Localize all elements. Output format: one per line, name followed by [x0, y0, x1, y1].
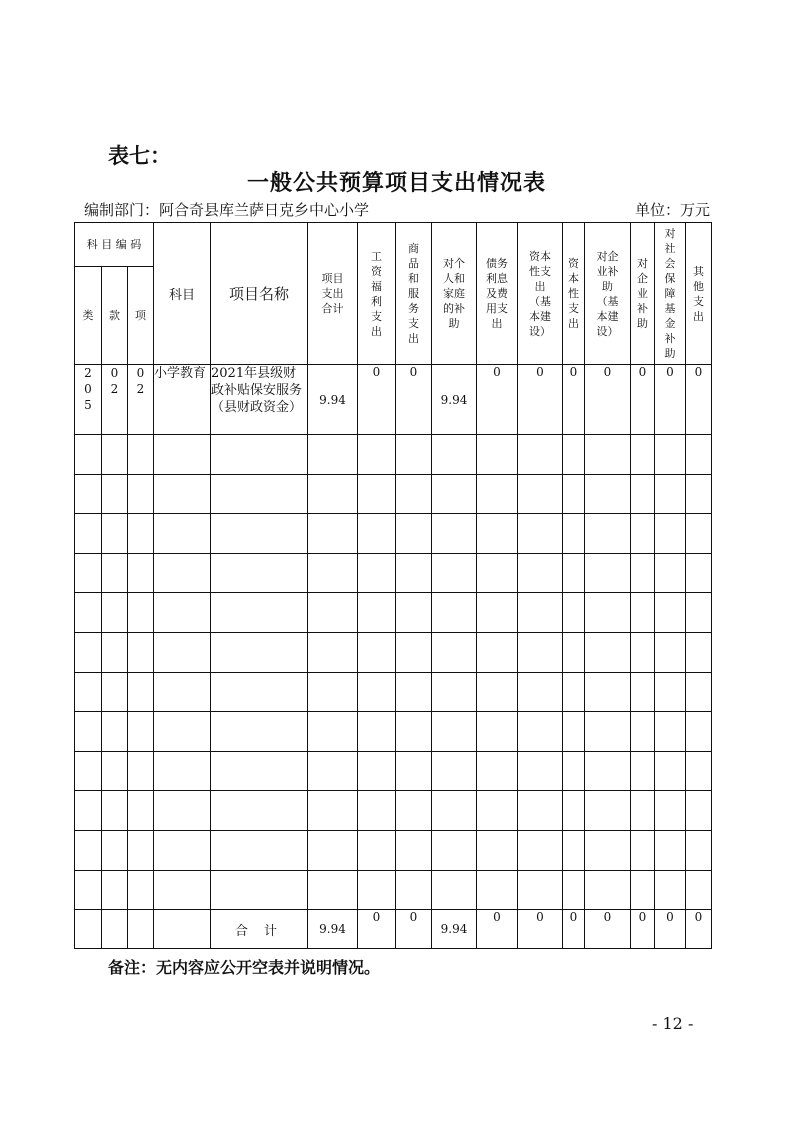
- empty-cell: [686, 791, 712, 831]
- empty-cell: [396, 830, 432, 870]
- header-col-other: 其 他 支 出: [686, 223, 712, 365]
- empty-cell: [631, 632, 655, 672]
- empty-cell: [211, 870, 308, 910]
- empty-cell: [585, 514, 631, 554]
- empty-cell: [102, 553, 128, 593]
- empty-cell: [585, 870, 631, 910]
- empty-cell: [308, 672, 358, 712]
- empty-cell: [75, 593, 102, 633]
- empty-row: [75, 751, 712, 791]
- row-value: 0: [563, 365, 585, 435]
- empty-cell: [686, 672, 712, 712]
- empty-cell: [75, 474, 102, 514]
- row-value: 0: [655, 365, 686, 435]
- empty-cell: [585, 751, 631, 791]
- empty-cell: [102, 474, 128, 514]
- empty-cell: [154, 553, 211, 593]
- row-xiang: 0 2: [128, 365, 154, 435]
- empty-cell: [154, 672, 211, 712]
- empty-cell: [563, 870, 585, 910]
- empty-cell: [308, 712, 358, 752]
- empty-cell: [154, 751, 211, 791]
- header-col-capital: 资 本 性 支 出: [563, 223, 585, 365]
- totals-value: 0: [396, 910, 432, 949]
- empty-cell: [655, 751, 686, 791]
- empty-cell: [396, 791, 432, 831]
- empty-cell: [358, 712, 396, 752]
- empty-cell: [585, 553, 631, 593]
- page-number: - 12 -: [652, 1014, 694, 1033]
- empty-cell: [102, 830, 128, 870]
- totals-value: 0: [585, 910, 631, 949]
- empty-cell: [563, 474, 585, 514]
- empty-cell: [128, 791, 154, 831]
- totals-value: 0: [686, 910, 712, 949]
- empty-cell: [75, 672, 102, 712]
- empty-cell: [102, 751, 128, 791]
- empty-row: [75, 830, 712, 870]
- header-lei: 类: [75, 267, 102, 365]
- empty-cell: [154, 593, 211, 633]
- empty-cell: [396, 712, 432, 752]
- empty-cell: [432, 672, 477, 712]
- empty-cell: [585, 791, 631, 831]
- empty-cell: [655, 553, 686, 593]
- empty-cell: [75, 514, 102, 554]
- empty-row: [75, 474, 712, 514]
- empty-cell: [211, 553, 308, 593]
- row-value: 0: [396, 365, 432, 435]
- empty-cell: [686, 514, 712, 554]
- empty-cell: [655, 672, 686, 712]
- totals-value: 0: [358, 910, 396, 949]
- totals-label: 合 计: [211, 910, 308, 949]
- empty-cell: [308, 553, 358, 593]
- empty-cell: [585, 435, 631, 475]
- empty-cell: [518, 672, 563, 712]
- empty-cell: [154, 712, 211, 752]
- empty-cell: [631, 514, 655, 554]
- empty-cell: [128, 870, 154, 910]
- empty-cell: [563, 435, 585, 475]
- empty-cell: [102, 870, 128, 910]
- empty-cell: [211, 435, 308, 475]
- empty-cell: [154, 474, 211, 514]
- totals-value: 0: [477, 910, 518, 949]
- row-value: 9.94: [432, 365, 477, 435]
- empty-cell: [358, 435, 396, 475]
- empty-cell: [518, 632, 563, 672]
- footnote: 备注：无内容应公开空表并说明情况。: [108, 958, 381, 977]
- empty-cell: [686, 870, 712, 910]
- empty-cell: [655, 474, 686, 514]
- empty-cell: [631, 474, 655, 514]
- empty-cell: [631, 870, 655, 910]
- totals-value: 0: [631, 910, 655, 949]
- empty-cell: [128, 553, 154, 593]
- empty-cell: [211, 514, 308, 554]
- empty-cell: [102, 593, 128, 633]
- empty-cell: [396, 514, 432, 554]
- empty-cell: [432, 593, 477, 633]
- empty-cell: [102, 791, 128, 831]
- empty-cell: [686, 435, 712, 475]
- empty-row: [75, 672, 712, 712]
- empty-cell: [563, 632, 585, 672]
- row-value: 0: [585, 365, 631, 435]
- empty-cell: [154, 830, 211, 870]
- empty-cell: [75, 435, 102, 475]
- empty-cell: [477, 870, 518, 910]
- page-title: 一般公共预算项目支出情况表: [246, 171, 546, 196]
- totals-value: 0: [655, 910, 686, 949]
- empty-cell: [308, 474, 358, 514]
- empty-row: [75, 712, 712, 752]
- empty-cell: [308, 593, 358, 633]
- empty-cell: [655, 514, 686, 554]
- empty-cell: [358, 514, 396, 554]
- empty-cell: [518, 514, 563, 554]
- empty-cell: [686, 593, 712, 633]
- header-xiang: 项: [128, 267, 154, 365]
- row-total: 9.94: [308, 365, 358, 435]
- empty-cell: [518, 830, 563, 870]
- empty-cell: [631, 553, 655, 593]
- empty-row: [75, 553, 712, 593]
- empty-cell: [518, 870, 563, 910]
- empty-cell: [477, 593, 518, 633]
- empty-cell: [563, 791, 585, 831]
- empty-cell: [655, 712, 686, 752]
- empty-cell: [102, 632, 128, 672]
- empty-cell: [655, 632, 686, 672]
- header-col-enterprise-subsidy: 对 企 业 补 助: [631, 223, 655, 365]
- empty-cell: [477, 632, 518, 672]
- empty-cell: [432, 474, 477, 514]
- empty-cell: [563, 751, 585, 791]
- empty-cell: [128, 712, 154, 752]
- empty-cell: [154, 791, 211, 831]
- empty-cell: [631, 712, 655, 752]
- empty-cell: [308, 632, 358, 672]
- empty-row: [75, 435, 712, 475]
- empty-cell: [631, 672, 655, 712]
- empty-cell: [518, 435, 563, 475]
- empty-cell: [75, 751, 102, 791]
- totals-value: 9.94: [432, 910, 477, 949]
- empty-cell: [308, 514, 358, 554]
- header-code-group: 科 目 编 码: [75, 223, 154, 267]
- empty-cell: [128, 593, 154, 633]
- empty-cell: [432, 514, 477, 554]
- empty-rows: [75, 435, 712, 910]
- empty-cell: [432, 870, 477, 910]
- empty-cell: [563, 593, 585, 633]
- empty-cell: [477, 435, 518, 475]
- empty-cell: [396, 553, 432, 593]
- empty-cell: [686, 712, 712, 752]
- empty-cell: [585, 712, 631, 752]
- header-col-debt-interest: 债务 利息 及费 用支 出: [477, 223, 518, 365]
- empty-cell: [308, 435, 358, 475]
- header-project-name: 项目名称: [211, 223, 308, 365]
- empty-cell: [477, 514, 518, 554]
- empty-cell: [432, 435, 477, 475]
- empty-cell: [211, 474, 308, 514]
- empty-cell: [686, 751, 712, 791]
- empty-cell: [154, 435, 211, 475]
- empty-cell: [563, 830, 585, 870]
- empty-cell: [563, 712, 585, 752]
- empty-cell: [686, 632, 712, 672]
- empty-cell: [655, 435, 686, 475]
- empty-row: [75, 791, 712, 831]
- empty-cell: [396, 870, 432, 910]
- empty-cell: [154, 632, 211, 672]
- header-col-enterprise-construction: 对企 业补 助 （基 本建 设）: [585, 223, 631, 365]
- empty-cell: [432, 791, 477, 831]
- empty-cell: [308, 791, 358, 831]
- empty-cell: [308, 830, 358, 870]
- header-col-social-security: 对 社 会 保 障 基 金 补 助: [655, 223, 686, 365]
- empty-cell: [563, 553, 585, 593]
- empty-cell: [75, 830, 102, 870]
- row-value: 0: [358, 365, 396, 435]
- empty-cell: [432, 712, 477, 752]
- row-project: 2021年县级财政补贴保安服务（县财政资金）: [211, 365, 308, 435]
- empty-cell: [432, 553, 477, 593]
- empty-cell: [358, 870, 396, 910]
- header-row-1: [75, 223, 712, 267]
- empty-cell: [358, 474, 396, 514]
- empty-cell: [128, 435, 154, 475]
- empty-cell: [211, 791, 308, 831]
- empty-cell: [585, 830, 631, 870]
- empty-cell: [154, 514, 211, 554]
- empty-cell: [211, 672, 308, 712]
- header-total: 项目 支出 合计: [308, 223, 358, 365]
- row-subject: 小学教育: [154, 365, 211, 435]
- empty-cell: [477, 830, 518, 870]
- empty-cell: [655, 791, 686, 831]
- empty-cell: [358, 751, 396, 791]
- empty-cell: [518, 712, 563, 752]
- row-value: 0: [686, 365, 712, 435]
- row-kuan: 0 2: [102, 365, 128, 435]
- empty-row: [75, 870, 712, 910]
- empty-cell: [358, 632, 396, 672]
- empty-cell: [128, 514, 154, 554]
- row-value: 0: [518, 365, 563, 435]
- empty-cell: [211, 751, 308, 791]
- table-label: 表七：: [108, 144, 171, 168]
- empty-row: [75, 593, 712, 633]
- empty-cell: [102, 435, 128, 475]
- empty-cell: [308, 870, 358, 910]
- empty-cell: [477, 791, 518, 831]
- empty-cell: [396, 474, 432, 514]
- empty-cell: [154, 870, 211, 910]
- empty-cell: [396, 672, 432, 712]
- header-col-individual-subsidy: 对个 人和 家庭 的补 助: [432, 223, 477, 365]
- empty-cell: [585, 474, 631, 514]
- empty-cell: [308, 751, 358, 791]
- empty-cell: [358, 791, 396, 831]
- empty-cell: [686, 830, 712, 870]
- row-value: 0: [631, 365, 655, 435]
- empty-cell: [432, 632, 477, 672]
- empty-row: [75, 514, 712, 554]
- empty-cell: [358, 553, 396, 593]
- empty-cell: [358, 593, 396, 633]
- empty-cell: [477, 553, 518, 593]
- empty-cell: [128, 632, 154, 672]
- empty-cell: [518, 474, 563, 514]
- empty-cell: [396, 751, 432, 791]
- empty-cell: [128, 830, 154, 870]
- empty-cell: [358, 672, 396, 712]
- empty-cell: [585, 593, 631, 633]
- department-label: 编制部门：阿合奇县库兰萨日克乡中心小学: [84, 201, 370, 219]
- totals-value: 0: [563, 910, 585, 949]
- empty-cell: [102, 514, 128, 554]
- row-value: 0: [477, 365, 518, 435]
- empty-cell: [396, 435, 432, 475]
- empty-cell: [211, 632, 308, 672]
- header-kuan: 款: [102, 267, 128, 365]
- empty-cell: [631, 751, 655, 791]
- unit-label: 单位：万元: [634, 201, 710, 219]
- empty-cell: [358, 830, 396, 870]
- empty-cell: [396, 632, 432, 672]
- empty-cell: [75, 870, 102, 910]
- empty-cell: [686, 553, 712, 593]
- empty-cell: [75, 791, 102, 831]
- empty-cell: [655, 830, 686, 870]
- empty-cell: [477, 474, 518, 514]
- empty-cell: [75, 712, 102, 752]
- header-col-capital-construction: 资本 性支 出 （基 本建 设）: [518, 223, 563, 365]
- empty-cell: [432, 751, 477, 791]
- empty-cell: [585, 632, 631, 672]
- empty-cell: [563, 672, 585, 712]
- empty-cell: [211, 712, 308, 752]
- empty-cell: [477, 751, 518, 791]
- empty-cell: [655, 870, 686, 910]
- empty-cell: [631, 593, 655, 633]
- row-lei: 2 0 5: [75, 365, 102, 435]
- totals-total: 9.94: [308, 910, 358, 949]
- table-row: [75, 365, 712, 435]
- empty-cell: [432, 830, 477, 870]
- empty-cell: [477, 712, 518, 752]
- empty-cell: [128, 474, 154, 514]
- empty-cell: [477, 672, 518, 712]
- budget-table: [74, 222, 712, 949]
- header-col-goods-services: 商 品 和 服 务 支 出: [396, 223, 432, 365]
- header-col-wages: 工 资 福 利 支 出: [358, 223, 396, 365]
- empty-cell: [655, 593, 686, 633]
- empty-cell: [631, 830, 655, 870]
- empty-cell: [518, 751, 563, 791]
- empty-cell: [128, 672, 154, 712]
- empty-cell: [102, 672, 128, 712]
- empty-cell: [396, 593, 432, 633]
- empty-cell: [75, 632, 102, 672]
- empty-cell: [128, 751, 154, 791]
- empty-row: [75, 632, 712, 672]
- empty-cell: [211, 593, 308, 633]
- totals-row: [75, 910, 712, 949]
- empty-cell: [518, 593, 563, 633]
- empty-cell: [102, 712, 128, 752]
- empty-cell: [686, 474, 712, 514]
- empty-cell: [585, 672, 631, 712]
- empty-cell: [563, 514, 585, 554]
- empty-cell: [211, 830, 308, 870]
- empty-cell: [518, 791, 563, 831]
- header-subject: 科目: [154, 223, 211, 365]
- totals-value: 0: [518, 910, 563, 949]
- empty-cell: [631, 791, 655, 831]
- empty-cell: [518, 553, 563, 593]
- empty-cell: [631, 435, 655, 475]
- empty-cell: [75, 553, 102, 593]
